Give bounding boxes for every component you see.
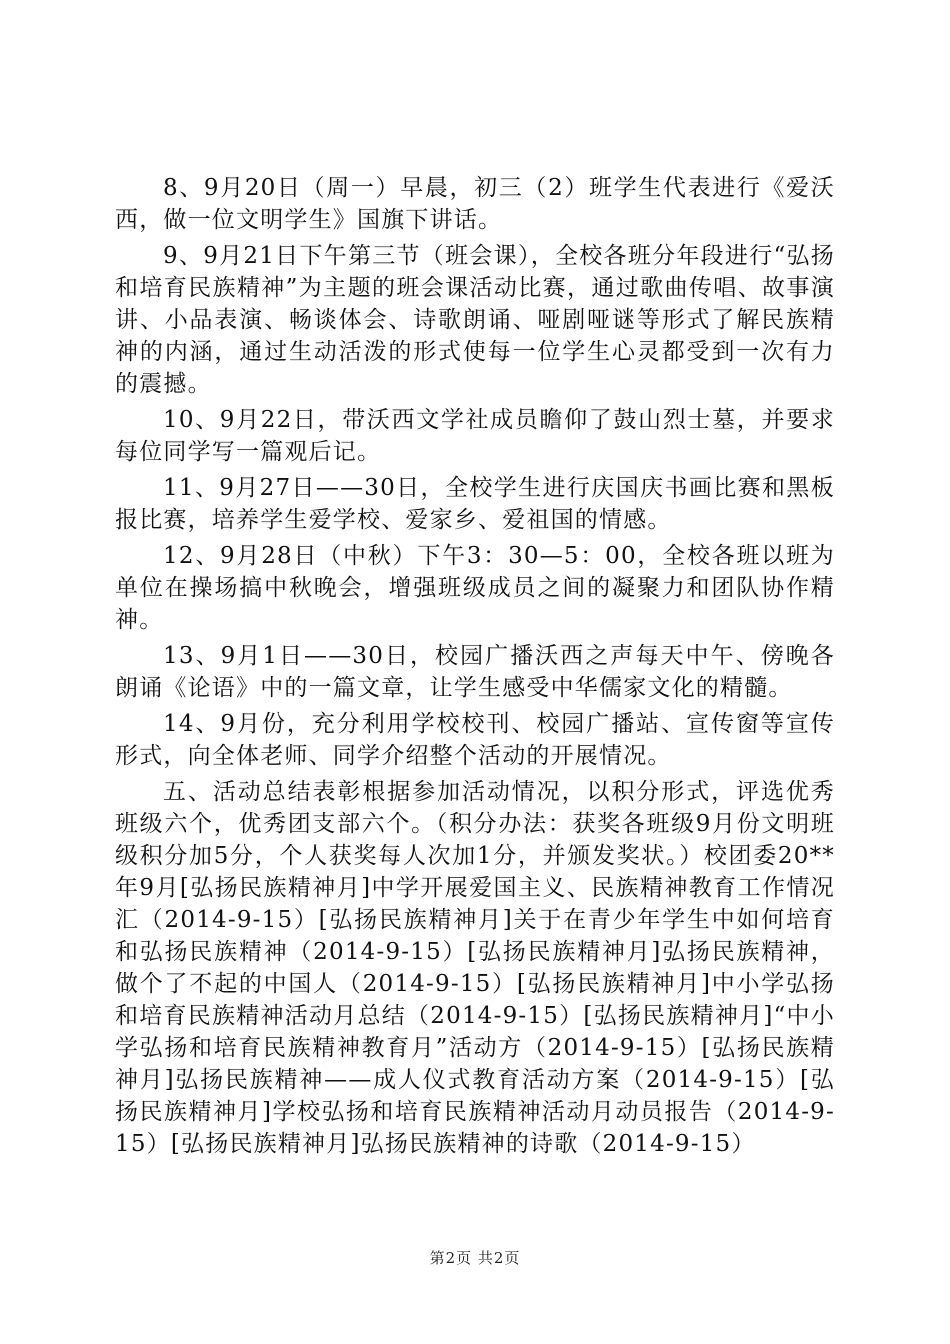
paragraph-item-11: 11、9月27日——30日，全校学生进行庆国庆书画比赛和黑板报比赛，培养学生爱学校、爱家乡、爱祖国的情感。 <box>115 475 835 533</box>
paragraph-item-10: 10、9月22日，带沃西文学社成员瞻仰了鼓山烈士墓，并要求每位同学写一篇观后记。 <box>115 407 835 465</box>
paragraph-item-14: 14、9月份，充分利用学校校刊、校园广播站、宣传窗等宣传形式，向全体老师、同学介绍整个活动的开展情况。 <box>115 711 835 769</box>
document-body <box>115 172 835 1164</box>
paragraph-item-12: 12、9月28日（中秋）下午3：30—5：00，全校各班以班为单位在操场搞中秋晚会，增强班级成员之间的凝聚力和团队协作精神。 <box>115 543 835 633</box>
paragraph-item-9: 9、9月21日下午第三节（班会课），全校各班分年段进行“弘扬和培育民族精神”为主题的班会课活动比赛，通过歌曲传唱、故事演讲、小品表演、畅谈体会、诗歌朗诵、哑剧哑谜等形式了解民族精神的内涵，通过生动活泼的形式使每一位学生心灵都受到一次有力的震撼。 <box>115 243 835 397</box>
page-number-footer: 第2页 共2页 <box>429 1249 521 1267</box>
paragraph-item-13: 13、9月1日——30日，校园广播沃西之声每天中午、傍晚各朗诵《论语》中的一篇文章，让学生感受中华儒家文化的精髓。 <box>115 643 835 701</box>
paragraph-summary: 五、活动总结表彰根据参加活动情况，以积分形式，评选优秀班级六个，优秀团支部六个。（积分办法：获奖各班级9月份文明班级积分加5分，个人获奖每人次加1分，并颁发奖状。）校团委20**年9月[弘扬民族精神月]中学开展爱国主义、民族精神教育工作情况汇（2014-9-15）[弘扬民族精神月]关于在青少年学生中如何培育和弘扬民族精神（2014-9-15）[弘扬民族精神月]弘扬民族精神，做个了不起的中国人（2014-9-15）[弘扬民族精神月]中小学弘扬和培育民族精神活动月总结（2014-9-15）[弘扬民族精神月]“中小学弘扬和培育民族精神教育月”活动方（2014-9-15）[弘扬民族精神月]弘扬民族精神——成人仪式教育活动方案（2014-9-15）[弘扬民族精神月]学校弘扬和培育民族精神活动月动员报告（2014-9-15）[弘扬民族精神月]弘扬民族精神的诗歌（2014-9-15） <box>115 779 835 1157</box>
paragraph-item-8: 8、9月20日（周一）早晨，初三（2）班学生代表进行《爱沃西，做一位文明学生》国旗下讲话。 <box>115 175 835 233</box>
